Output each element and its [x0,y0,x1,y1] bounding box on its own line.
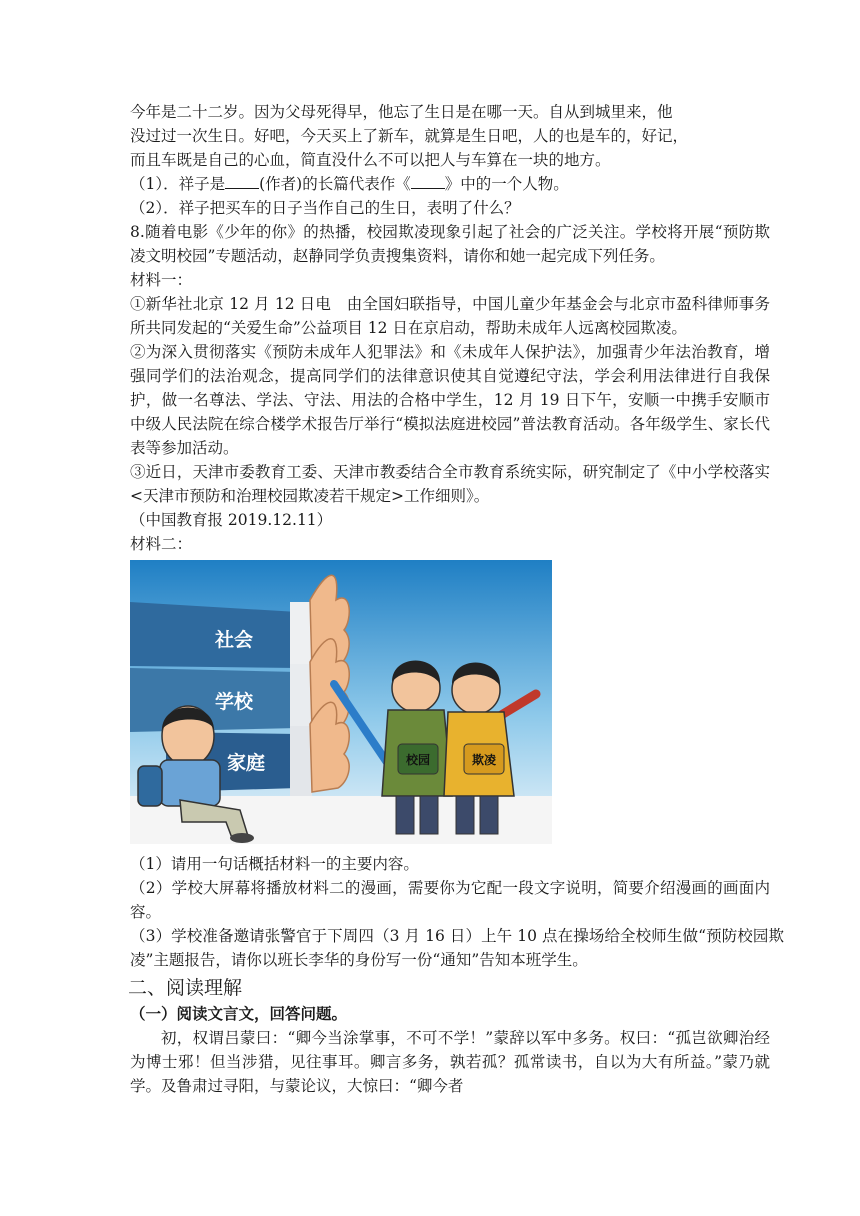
cartoon-label-family: 家庭 [226,752,266,774]
section-2-subheading: （一）阅读文言文，回答问题。 [130,1005,348,1023]
q7-item-1 [130,172,770,196]
answer-blank-title[interactable] [411,174,445,189]
material-1-source: （中国教育报 2019.12.11） [130,511,333,529]
passage-line-1: 今年是二十二岁。因为父母死得早，他忘了生日是在哪一天。自从到城里来，他 [130,103,673,121]
cartoon-label-bully: 欺凌 [471,753,497,767]
q7-item-2: （2）．祥子把买车的日子当作自己的生日，表明了什么？ [130,199,520,217]
classical-text: 初，权谓吕蒙曰：“卿今当涂掌事，不可不学！”蒙辞以军中多务。权曰：“孤岂欲卿治经为博士邪！但当涉猎，见往事耳。卿言多务，孰若孤？孤常读书，自以为大有所益。”蒙乃就学。及鲁肃过寻阳，与蒙论议，大惊曰：“卿今者 [130,1029,770,1095]
q7-item-1-part-b: (作者)的长篇代表作《 [259,175,411,193]
answer-blank-author[interactable] [225,174,259,189]
section-2-heading: 二、阅读理解 [128,977,243,999]
task-3: （3）学校准备邀请张警官于下周四（3 月 16 日）上午 10 点在操场给全校师生做“预防校园欺凌”主题报告，请你以班长李华的身份写一份“通知”告知本班学生。 [130,927,784,969]
document-page [128,100,784,1098]
cartoon-label-campus: 校园 [405,753,431,767]
q7-item-1-part-a: （1）．祥子是 [130,175,226,193]
material-1-item-1: ①新华社北京 12 月 12 日电 由全国妇联指导，中国儿童少年基金会与北京市盈科律师事务所共同发起的“关爱生命”公益项目 12 日在京启动，帮助未成年人远离校园欺凌。 [130,295,770,337]
cartoon-label-society: 社会 [214,629,254,651]
q8-intro: 8.随着电影《少年的你》的热播，校园欺凌现象引起了社会的广泛关注。学校将开展“预防欺凌文明校园”专题活动，赵静同学负责搜集资料，请你和她一起完成下列任务。 [130,223,770,265]
passage-line-3: 而且车既是自己的心血，简直没什么不可以把人与车算在一块的地方。 [130,151,611,169]
anti-bullying-cartoon [130,560,552,844]
q7-item-1-part-c: 》中的一个人物。 [444,175,569,193]
cartoon-illustration [130,560,552,844]
passage-line-2: 没过过一次生日。好吧，今天买上了新车，就算是生日吧，人的也是车的，好记， [130,127,689,145]
material-2-label: 材料二： [130,535,193,553]
material-1-label: 材料一： [130,271,193,289]
material-1-item-2: ②为深入贯彻落实《预防未成年人犯罪法》和《未成年人保护法》，加强青少年法治教育，增强同学们的法治观念，提高同学们的法律意识使其自觉遵纪守法，学会利用法律进行自我保护，做一名尊法、学法、守法、用法的合格中学生，12 月 19 日下午，安顺一中携手安顺市中级人民法院在综合楼学术报告厅举行“模拟法庭进校园”普法教育活动。各年级学生、家长代表等参加活动。 [130,343,770,457]
material-1-item-3: ③近日，天津市委教育工委、天津市教委结合全市教育系统实际，研究制定了《中小学校落实<天津市预防和治理校园欺凌若干规定>工作细则》。 [130,463,770,505]
task-2: （2）学校大屏幕将播放材料二的漫画，需要你为它配一段文字说明，简要介绍漫画的画面内容。 [130,879,770,921]
task-1: （1）请用一句话概括材料一的主要内容。 [130,855,419,873]
cartoon-label-school: 学校 [214,691,254,713]
